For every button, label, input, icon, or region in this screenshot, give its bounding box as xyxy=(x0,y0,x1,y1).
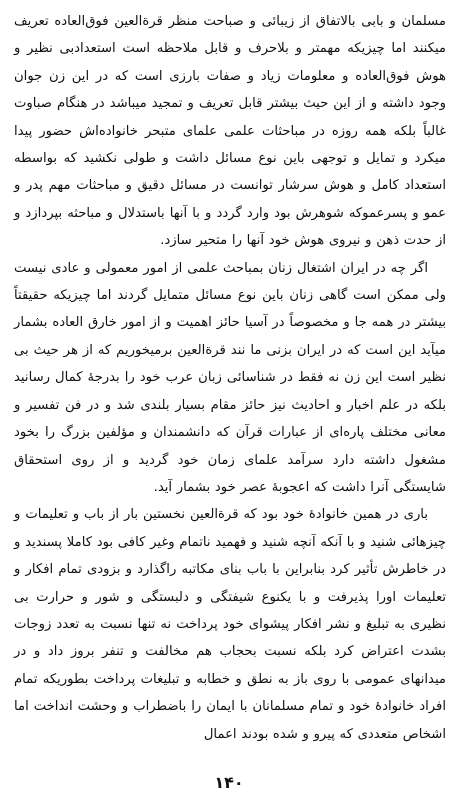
paragraph-2: اگر چه در ایران اشتغال زنان بمباحث علمی از امور معمولی و عادی نیست ولی ممکن است گاهی زنان باین نوع مسائل متمایل گردند اما چیزیکه حقیقتاً بیشتر در همه جا و مخصوصاً در آسیا حائز اهمیت و از امور خارق العاده بشمار میآید این است که در ایران بزنی ما نند قرة‌العین برمیخوریم که از هر حیث بی نظیر است این زن نه فقط در شناسائی زبان عرب خود را بدرجهٔ کمال رسانید بلکه در علم اخبار و احادیث نیز حائز مقام بسیار بلندی شد و در فن تفسیر و معانی مختلف پاره‌ای از عبارات قرآن که دانشمندان و مؤلفین بزرگ را بخود مشغول داشته دارد سرآمد علمای زمان خود گردید و از روی استحقاق شایستگی آنرا داشت که اعجوبهٔ عصر خود بشمار آید. xyxy=(14,260,446,495)
paragraph-3: باری در همین خانوادهٔ خود بود که قرة‌العین نخستین بار از باب و تعلیمات و چیزهائی شنید و با آنکه آنچه شنید و فهمید ناتمام وغیر کافی بود کاملا پسندید و در خاطرش تأثیر کرد بنابراین با باب بنای مکاتبه راگذارد و بزودی تمام افکار و تعلیمات اورا پذیرفت و با یکنوع شیفتگی و دلبستگی و شور و حرارت بی نظیری به تبلیغ و نشر افکار پیشوای خود پرداخت نه تنها نسبت به تعدد زوجات بشدت اعتراض کرد بلکه نسبت بحجاب هم مخالفت و تنفر بروز داد و در میدانهای عمومی با روی باز به نطق و خطابه و تبلیغات پرداخت بطوریکه تمام افراد خانوادهٔ خود و تمام مسلمانان با ایمان را باضطراب و وحشت انداخت اما اشخاص متعددی که پیرو و شده بودند اعمال xyxy=(14,507,446,742)
document-page xyxy=(14,8,446,792)
paragraph-1: مسلمان و بابی بالاتفاق از زیبائی و صباحت منظر قرة‌العین فوق‌العاده تعریف میکنند اما چیزیکه مهمتر و بلاحرف و قابل ملاحظه است استعدادبی نظیر و هوش فوق‌العاده و معلومات زیاد و صفات بارزی است که در این زن جوان وجود داشته و از این حیث بیشتر قابل تعریف و تمجید میباشد در هنگام صباوت غالباً بلکه همه روزه در مباحثات علمی علمای متبحر خانواده‌اش حضور پیدا میکرد و تمایل و توجهی باین نوع مسائل داشت و طولی نکشید که بواسطه استعداد کامل و هوش سرشار توانست در مسائل دقیق و مباحثات مهم پدر و عمو و پسرعموکه شوهرش بود وارد گردد و با آنها باستدلال و مباحثه بپردازد و از حدت ذهن و نیروی هوش خود آنها را متحیر سازد. xyxy=(14,14,446,249)
page-number: ۱۴۰ xyxy=(214,773,244,792)
